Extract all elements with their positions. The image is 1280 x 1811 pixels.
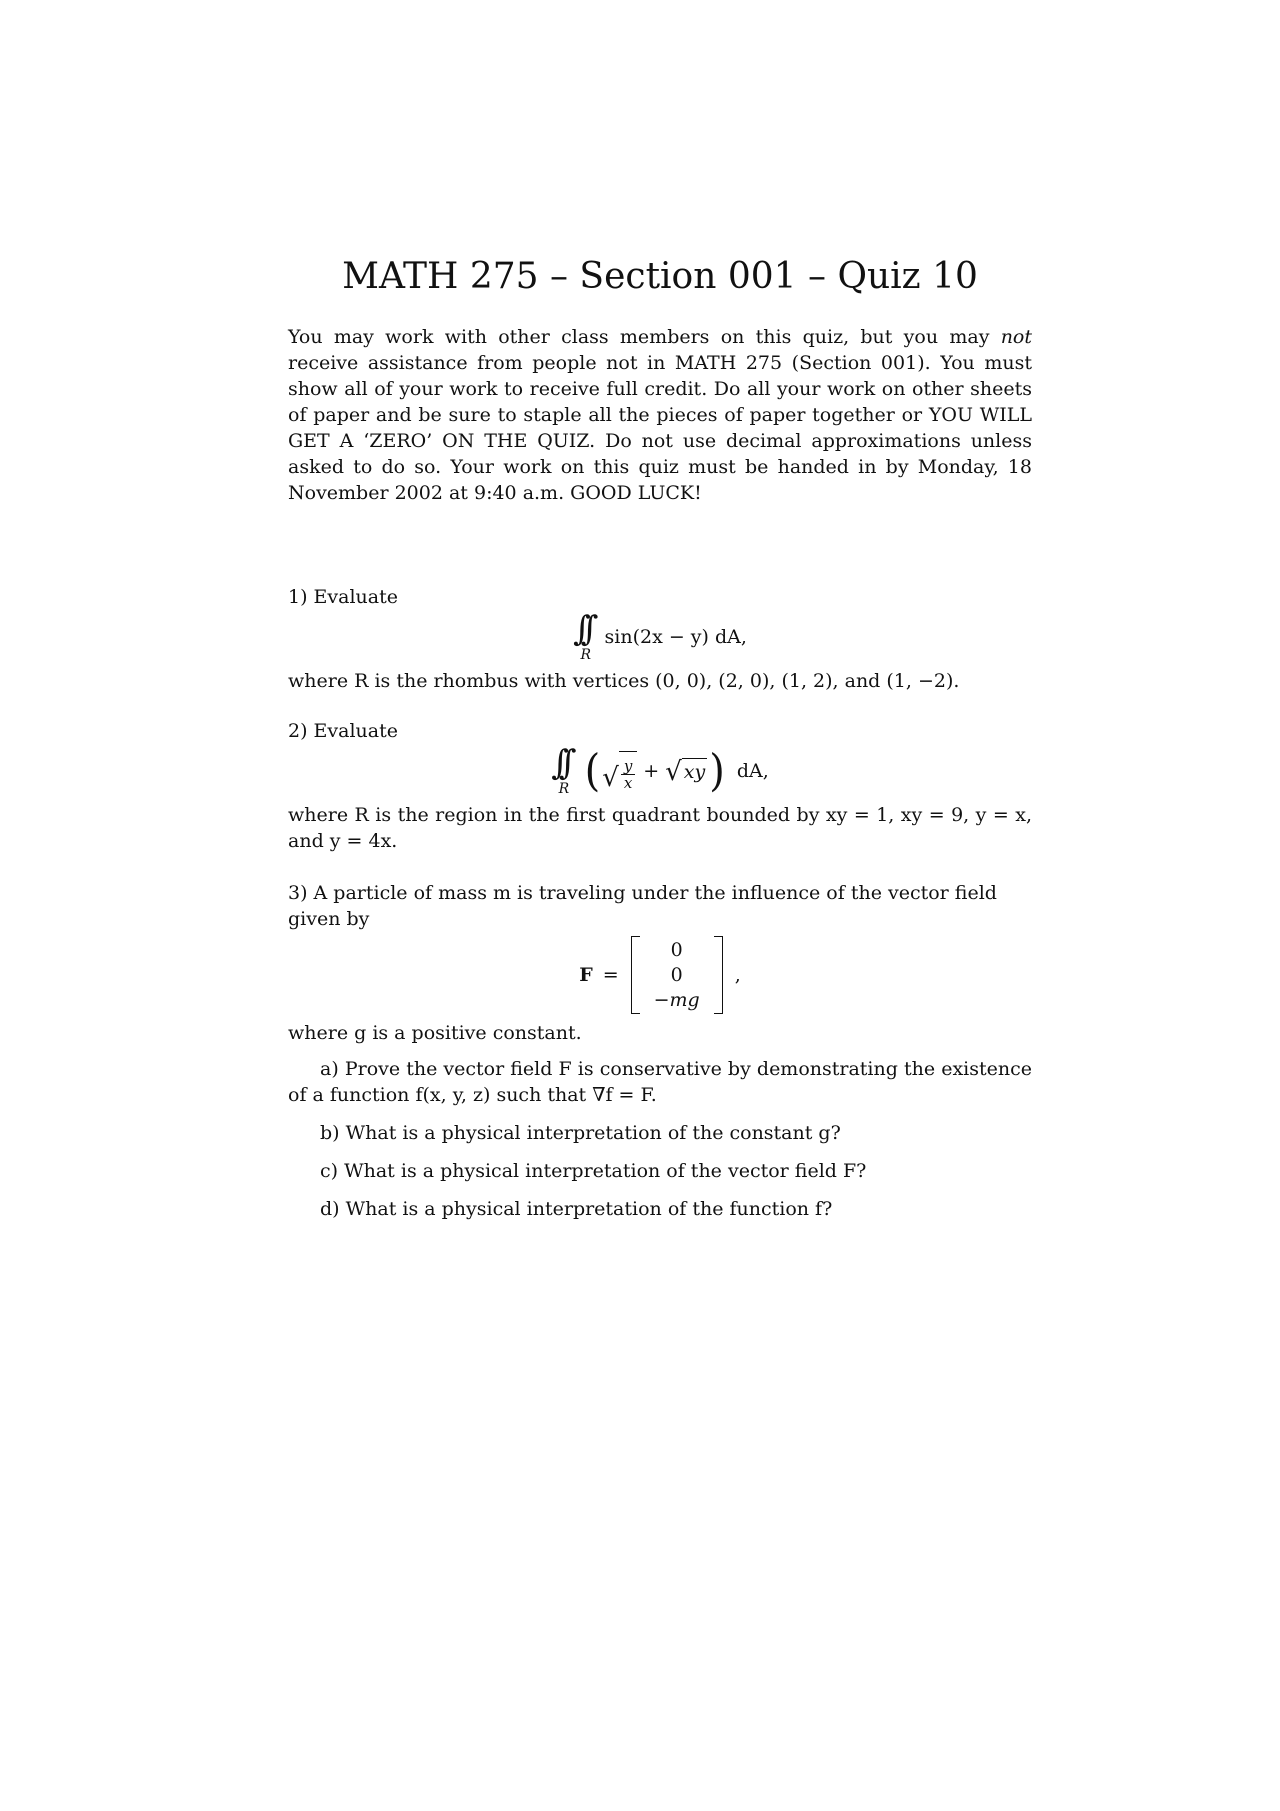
problem-3-part-d: d) What is a physical interpretation of the function f? <box>320 1198 833 1221</box>
right-paren: ) <box>709 745 725 797</box>
problem-2-integral <box>288 743 1032 798</box>
problem-2-label: 2) Evaluate <box>288 720 398 743</box>
problem-3-constant-note: where g is a positive constant. <box>288 1022 582 1045</box>
vector-components <box>640 938 714 1013</box>
vector-field-definition <box>288 936 1032 1014</box>
problem-3 <box>288 880 1032 1222</box>
matrix-comma: , <box>734 964 741 987</box>
integral-sign: ∫∫ <box>551 743 567 784</box>
problem-2-description: where R is the region in the first quadrant bounded by xy = 1, xy = 9, y = x, and y = 4x. <box>288 804 1032 853</box>
problem-3-intro: 3) A particle of mass m is traveling under the influence of the vector field given by <box>288 882 997 931</box>
right-bracket <box>714 936 723 1014</box>
instructions-part-1: You may work with other class members on this quiz, but you may <box>288 326 1001 349</box>
fraction <box>621 758 635 791</box>
problem-1-label: 1) Evaluate <box>288 586 398 609</box>
instructions-emphasis: not <box>1000 326 1032 349</box>
fraction-numerator: y <box>621 758 635 775</box>
problem-3-part-b: b) What is a physical interpretation of the constant g? <box>320 1122 841 1145</box>
sqrt-radicand <box>619 751 637 791</box>
integral-region: R <box>580 647 592 664</box>
component-x: 0 <box>670 938 683 961</box>
vector-field-symbol: F <box>579 964 593 987</box>
sqrt-radicand: xy <box>682 758 707 785</box>
fraction-denominator: x <box>623 774 633 793</box>
problem-2-differential: dA, <box>736 760 769 783</box>
instructions-part-2: receive assistance from people not in MATH 275 (Section 001). You must show all of your work to receive full credit. Do all your work on other sheets of paper and be sure to staple all the pieces of paper together or YOU WILL GET A ‘ZERO’ ON THE QUIZ. Do not use decimal approximations unless asked to do so. Your work on this quiz must be handed in by Monday, 18 November 2002 at 9:40 a.m. GOOD LUCK! <box>288 352 1032 505</box>
left-paren: ( <box>584 745 601 797</box>
quiz-page <box>288 255 1032 1222</box>
radical-sign: √ <box>602 763 619 794</box>
instructions-paragraph <box>288 324 1032 506</box>
radical-sign: √ <box>665 756 682 787</box>
problem-1-integral <box>288 609 1032 664</box>
integral-sign: ∫∫ <box>573 609 589 650</box>
problem-3-part-c: c) What is a physical interpretation of the vector field F? <box>320 1160 867 1183</box>
component-z: −mg <box>653 988 700 1011</box>
plus-sign: + <box>643 760 660 783</box>
problem-2 <box>288 718 1032 854</box>
problem-1-description: where R is the rhombus with vertices (0, 0), (2, 0), (1, 2), and (1, −2). <box>288 670 960 693</box>
double-integral-symbol <box>551 743 576 798</box>
sqrt-fraction <box>602 751 637 794</box>
page-title: MATH 275 – Section 001 – Quiz 10 <box>342 256 978 297</box>
double-integral-symbol <box>573 609 598 664</box>
sqrt-xy <box>665 758 707 785</box>
problem-1 <box>288 584 1032 694</box>
integral-region: R <box>558 781 570 798</box>
problem-1-integrand: sin(2x − y) dA, <box>604 626 747 649</box>
problem-3-part-a: a) Prove the vector field F is conservative by demonstrating the existence of a function f(x, y, z) such that ∇f = F. <box>288 1058 1032 1107</box>
left-bracket <box>631 936 640 1014</box>
equals-sign: = <box>602 964 619 987</box>
component-y: 0 <box>670 963 683 986</box>
